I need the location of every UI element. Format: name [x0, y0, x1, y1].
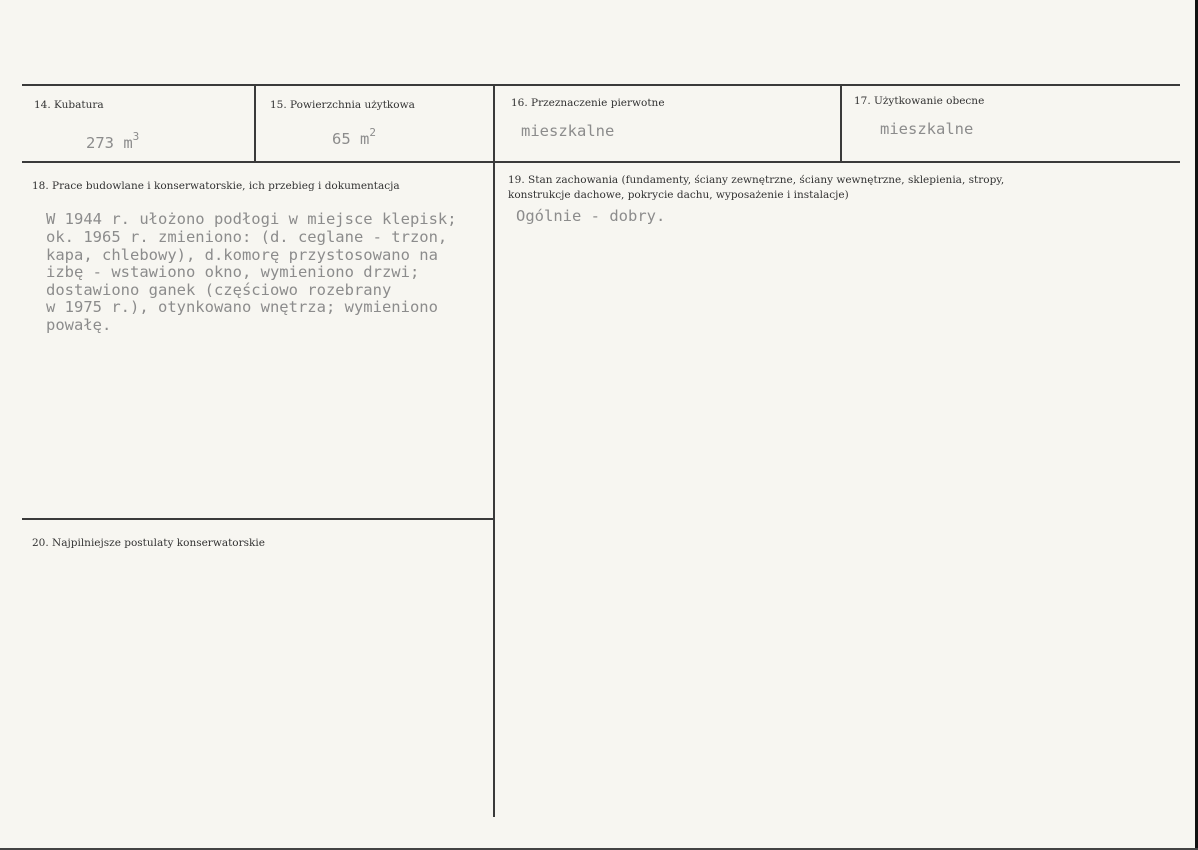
field-20-label: 20. Najpilniejsze postulaty konserwatorskie: [32, 537, 265, 549]
field-18-line: izbę - wstawiono okno, wymieniono drzwi;: [46, 263, 420, 281]
field-18-line: ok. 1965 r. zmieniono: (d. ceglane - trzon,: [46, 228, 448, 246]
field-18-line: powałę.: [46, 316, 112, 334]
field-14-value: 273 $m^3$: [86, 130, 140, 152]
field-18-line: w 1975 r.), otynkowano wnętrza; wymieniono: [46, 298, 438, 316]
field-16-label: 16. Przeznaczenie pierwotne: [511, 97, 665, 109]
field-18-line: dostawiono ganek (częściowo rozebrany: [46, 281, 392, 299]
field-19-label-line-2: konstrukcje dachowe, pokrycie dachu, wyposażenie i instalacje): [508, 189, 849, 201]
field-16-value: mieszkalne: [521, 122, 615, 140]
field-15-value: 65 $m^2$: [332, 126, 376, 148]
field-15-label: 15. Powierzchnia użytkowa: [270, 99, 415, 111]
col-divider-1: [254, 85, 256, 162]
field-17-value: mieszkalne: [880, 120, 974, 138]
row-divider: [22, 161, 1180, 163]
col-divider-2: [493, 85, 495, 817]
top-rule: [22, 84, 1180, 86]
field-18-line: W 1944 r. ułożono podłogi w miejsce klepisk;: [46, 210, 457, 228]
field-18-label: 18. Prace budowlane i konserwatorskie, ich przebieg i dokumentacja: [32, 180, 400, 192]
field-19-label-line-1: 19. Stan zachowania (fundamenty, ściany zewnętrzne, ściany wewnętrzne, sklepienia, stropy,: [508, 174, 1005, 186]
field-19-value: Ogólnie - dobry.: [516, 207, 666, 225]
section-18-20-divider: [22, 518, 493, 520]
field-14-label: 14. Kubatura: [34, 99, 104, 111]
field-17-label: 17. Użytkowanie obecne: [854, 95, 985, 107]
field-18-line: kapa, chlebowy), d.komorę przystosowano na: [46, 246, 438, 264]
col-divider-3: [840, 85, 842, 162]
